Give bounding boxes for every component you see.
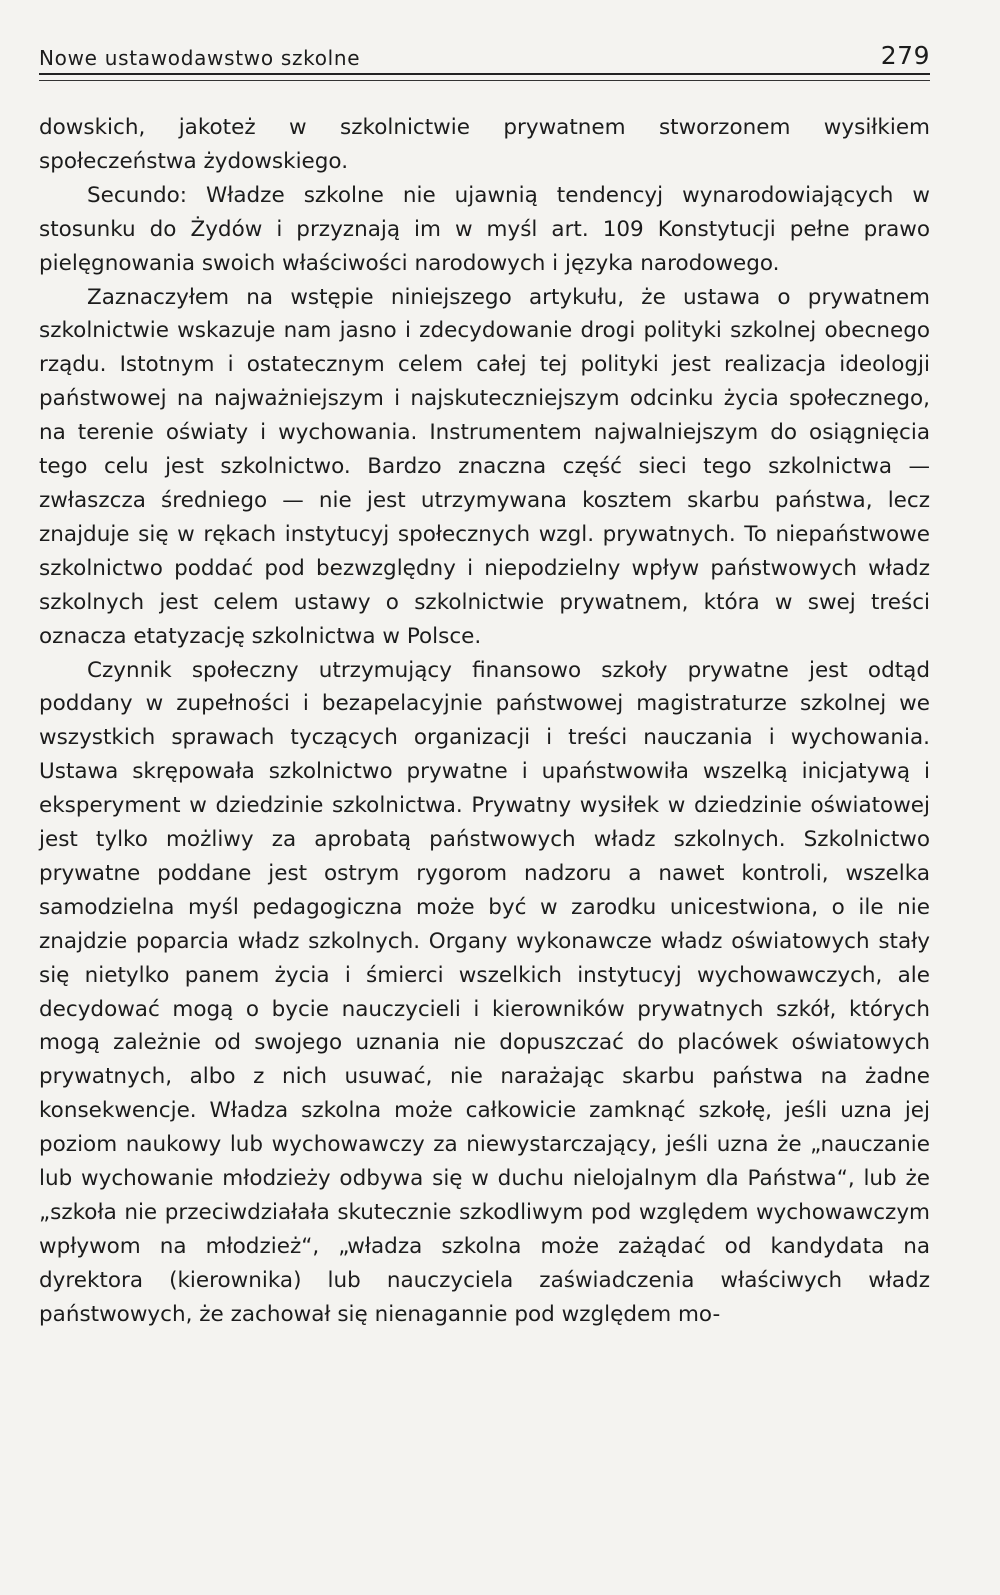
paragraph: Secundo: Władze szkolne nie ujawnią tendencyj wynarodowiających w stosunku do Żydów i przyznają im w myśl art. 109 Konstytucji pełne prawo pielęgnowania swoich właściwości narodowych i języka narodowego.: [39, 182, 930, 276]
running-title: Nowe ustawodawstwo szkolne: [39, 46, 361, 70]
body-text: [39, 111, 930, 1332]
page-number: 279: [880, 41, 930, 70]
paragraph: Czynnik społeczny utrzymujący finansowo szkoły prywatne jest odtąd poddany w zupełności i bezapelacyjnie państwowej magistraturze szkolnej we wszystkich sprawach tyczących organizacji i treści nauczania i wychowania. Ustawa skrępowała szkolnictwo prywatne i upaństwowiła wszelką inicjatywą i eksperyment w dziedzinie szkolnictwa. Prywatny wysiłek w dziedzinie oświatowej jest tylko możliwy za aprobatą państwowych władz szkolnych. Szkolnictwo prywatne poddane jest ostrym rygorom nadzoru a nawet kontroli, wszelka samodzielna myśl pedagogiczna może być w zarodku unicestwiona, o ile nie znajdzie poparcia władz szkolnych. Organy wykonawcze władz oświatowych stały się nietylko panem życia i śmierci wszelkich instytucyj wychowawczych, ale decydować mogą o bycie nauczycieli i kierowników prywatnych szkół, których mogą zależnie od swojego uznania nie dopuszczać do placówek oświatowych prywatnych, albo z nich usuwać, nie narażając skarbu państwa na żadne konsekwencje. Władza szkolna może całkowicie zamknąć szkołę, jeśli uzna jej poziom naukowy lub wychowawczy za niewystarczający, jeśli uzna że „nauczanie lub wychowanie młodzieży odbywa się w duchu nielojalnym dla Państwa“, lub że „szkoła nie przeciwdziałała skutecznie szkodliwym pod względem wychowawczym wpływom na młodzież“, „władza szkolna może zażądać od kandydata na dyrektora (kierownika) lub nauczyciela zaświadczenia właściwych władz państwowych, że zachował się nienagannie pod względem mo-: [39, 657, 930, 1327]
paragraph-continued: dowskich, jakoteż w szkolnictwie prywatnem stworzonem wysiłkiem społeczeństwa żydowskiego.: [39, 115, 930, 174]
paragraph: Zaznaczyłem na wstępie niniejszego artykułu, że ustawa o prywatnem szkolnictwie wskazuje nam jasno i zdecydowanie drogi polityki szkolnej obecnego rządu. Istotnym i ostatecznym celem całej tej polityki jest realizacja ideologji państwowej na najważniejszym i najskuteczniejszym odcinku życia społecznego, na terenie oświaty i wychowania. Instrumentem najwalniejszym do osiągnięcia tego celu jest szkolnictwo. Bardzo znaczna część sieci tego szkolnictwa — zwłaszcza średniego — nie jest utrzymywana kosztem skarbu państwa, lecz znajduje się w rękach instytucyj społecznych wzgl. prywatnych. To niepaństwowe szkolnictwo poddać pod bezwzględny i niepodzielny wpływ państwowych władz szkolnych jest celem ustawy o szkolnictwie prywatnem, która w swej treści oznacza etatyzację szkolnictwa w Polsce.: [39, 284, 930, 649]
running-head: [39, 40, 930, 70]
header-rule: [39, 73, 930, 81]
